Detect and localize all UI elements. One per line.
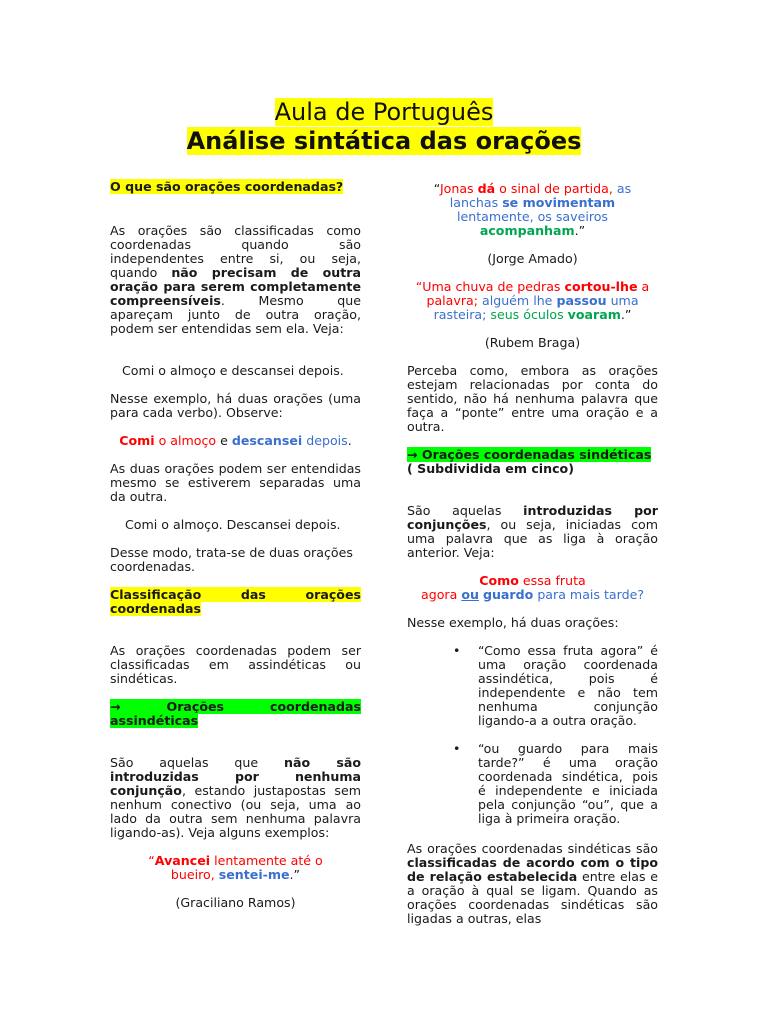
heading-coordenadas: O que são orações coordenadas? xyxy=(110,179,344,194)
example-sindetica: Como essa fruta agora ou guardo para mais tarde? xyxy=(420,573,645,602)
quote-author-jorge: (Jorge Amado) xyxy=(487,251,578,266)
quote-rubem-braga: “Uma chuva de pedras cortou-lhe a palavra; alguém lhe passou uma rasteira; seus óculos voaram.” xyxy=(415,279,650,322)
paragraph-classificacao-sindeticas: As orações coordenadas sindéticas são classificadas de acordo com o tipo de relação estabelecida entre elas e a oração à qual se ligam. Quando as orações coordenadas sindéticas são ligadas a outras, elas xyxy=(407,841,658,926)
quote-jorge-amado: “Jonas dá o sinal de partida, as lanchas se movimentam lentamente, os saveiros acompanham.” xyxy=(433,181,632,238)
paragraph-classificacao: As orações coordenadas podem ser classificadas em assindéticas ou sindéticas. xyxy=(110,643,361,686)
example-sentence-3: Comi o almoço. Descansei depois. xyxy=(125,517,341,532)
quote-author-rubem: (Rubem Braga) xyxy=(484,335,581,350)
paragraph-ponte: Perceba como, embora as orações estejam relacionadas por conta do sentido, não há nenhuma palavra que faça a “ponte” entre uma oração e a outra. xyxy=(407,363,658,434)
bullet-list xyxy=(407,644,658,826)
example-sentence-2: Comi o almoço e descansei depois. xyxy=(119,433,352,448)
list-item: • “Como essa fruta agora” é uma oração coordenada assindética, pois é independente e não tem nenhuma conjunção ligando-a a outra oração. xyxy=(407,644,658,728)
paragraph-assindeticas: São aquelas que não são introduzidas por nenhuma conjunção, estando justapostas sem nenhum conectivo (ou seja, uma ao lado da outra sem nenhuma palavra ligando-as). Veja alguns exemplos: xyxy=(110,755,361,840)
quote-author-graciliano: (Graciliano Ramos) xyxy=(175,895,296,910)
example-sentence-1: Comi o almoço e descansei depois. xyxy=(122,363,344,378)
paragraph-duas-oracoes: Nesse exemplo, há duas orações: xyxy=(407,615,619,630)
title-line-2: Análise sintática das orações xyxy=(186,127,582,155)
paragraph-definition: As orações são classificadas como coordenadas quando são independentes entre si, ou seja, quando não precisam de outra oração para serem completamente compreensíveis. Mesmo que apareçam junto de outra oração, podem ser entendidas sem ela. Veja: xyxy=(110,223,361,336)
paragraph-separadas: As duas orações podem ser entendidas mesmo se estiverem separadas uma da outra. xyxy=(110,461,361,504)
paragraph-observe: Nesse exemplo, há duas orações (uma para cada verbo). Observe: xyxy=(110,391,361,420)
page-title xyxy=(0,98,768,156)
list-item: • “ou guardo para mais tarde?” é uma oração coordenada sindética, pois é independente e iniciada pela conjunção “ou”, que a liga à primeira oração. xyxy=(407,742,658,826)
paragraph-sindeticas: São aquelas introduzidas por conjunções, ou seja, iniciadas com uma palavra que as liga à oração anterior. Veja: xyxy=(407,503,658,560)
quote-graciliano: “Avancei lentamente até o bueiro, sentei-me.” xyxy=(148,853,323,882)
heading-sindeticas: → Orações coordenadas sindéticas ( Subdividida em cinco) xyxy=(407,447,652,476)
heading-assindeticas: → Orações coordenadas assindéticas xyxy=(110,699,361,728)
paragraph-conclusao: Desse modo, trata-se de duas orações coordenadas. xyxy=(110,545,353,574)
heading-classificacao: Classificação das orações coordenadas xyxy=(110,587,361,616)
title-line-1: Aula de Português xyxy=(274,98,494,126)
